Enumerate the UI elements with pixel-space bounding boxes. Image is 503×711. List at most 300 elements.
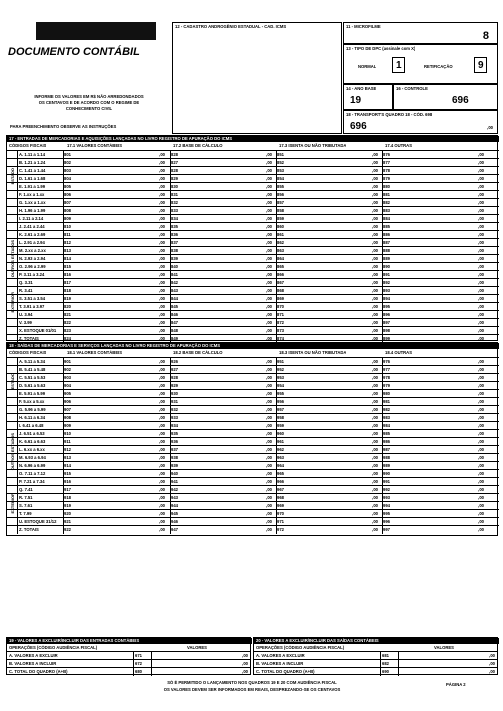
value-field[interactable]: [396, 199, 484, 206]
value-field[interactable]: [77, 422, 165, 429]
value-field[interactable]: [290, 486, 378, 493]
value-field[interactable]: [290, 271, 378, 278]
box-11-value: 8: [482, 30, 489, 42]
value-field[interactable]: [290, 390, 378, 397]
value-field[interactable]: [184, 207, 272, 214]
value-field[interactable]: [396, 454, 484, 461]
table-row: [7, 461, 499, 469]
section-20-h2: VALORES: [434, 645, 454, 650]
value-field[interactable]: [290, 191, 378, 198]
value-field[interactable]: [77, 223, 165, 230]
value-field[interactable]: [290, 303, 378, 310]
value-field[interactable]: [77, 486, 165, 493]
value-field[interactable]: [184, 231, 272, 238]
unit-suffix: ,00: [372, 431, 378, 436]
unit-suffix: ,00: [266, 296, 272, 301]
unit-suffix: ,00: [266, 527, 272, 532]
value-field[interactable]: [184, 454, 272, 461]
value-field[interactable]: [290, 494, 378, 501]
value-field[interactable]: [184, 478, 272, 485]
value-field[interactable]: [396, 263, 484, 270]
value-field[interactable]: [290, 183, 378, 190]
section-17-col-outras: 17.4 OUTRAS: [385, 143, 412, 148]
value-field[interactable]: [77, 247, 165, 254]
unit-suffix: ,00: [266, 224, 272, 229]
code-c4: 991: [383, 479, 390, 484]
value-field[interactable]: [396, 327, 484, 334]
box-11-microfilme[interactable]: [343, 22, 498, 44]
unit-suffix: ,00: [266, 367, 272, 372]
unit-suffix: ,00: [159, 280, 165, 285]
value-field[interactable]: [77, 526, 165, 533]
value-field[interactable]: [77, 263, 165, 270]
column-divider: [382, 526, 383, 534]
value-field[interactable]: [396, 255, 484, 262]
value-field[interactable]: [184, 470, 272, 477]
value-field[interactable]: [77, 191, 165, 198]
value-field[interactable]: [184, 239, 272, 246]
value-field[interactable]: [77, 327, 165, 334]
value-field[interactable]: [396, 494, 484, 501]
value-field[interactable]: [290, 430, 378, 437]
code-c3: 853: [277, 168, 284, 173]
value-field[interactable]: [77, 279, 165, 286]
code-c4: 882: [383, 200, 390, 205]
value-field[interactable]: [184, 175, 272, 182]
unit-suffix: ,00: [372, 200, 378, 205]
value-field[interactable]: [77, 390, 165, 397]
code-c2: 838: [171, 248, 178, 253]
value-field[interactable]: [290, 231, 378, 238]
code-c3: 968: [277, 495, 284, 500]
value-field[interactable]: [77, 366, 165, 373]
code-c3: 954: [277, 383, 284, 388]
unit-suffix: ,00: [372, 407, 378, 412]
code-c1: 818: [64, 288, 71, 293]
value-field[interactable]: [290, 255, 378, 262]
logo-block: [36, 22, 156, 40]
code-c2: 835: [171, 224, 178, 229]
value-field[interactable]: [77, 494, 165, 501]
value-field[interactable]: [290, 287, 378, 294]
value-field[interactable]: [396, 430, 484, 437]
unit-suffix: ,00: [372, 439, 378, 444]
code-c1: 913: [64, 455, 71, 460]
table-row: [7, 262, 499, 270]
code-c3: 864: [277, 256, 284, 261]
code-c2: 935: [171, 431, 178, 436]
value-field[interactable]: [396, 526, 484, 533]
code-c2: 926: [171, 359, 178, 364]
unit-suffix: ,00: [478, 383, 484, 388]
value-field[interactable]: [396, 510, 484, 517]
code-c4: 896: [383, 312, 390, 317]
value-field[interactable]: [290, 279, 378, 286]
value-field[interactable]: [184, 287, 272, 294]
table-row: [7, 667, 250, 675]
row-label: C. TOTAL DO QUADRO (A+B): [256, 669, 315, 674]
value-field[interactable]: [77, 430, 165, 437]
value-field[interactable]: [184, 263, 272, 270]
value-field[interactable]: [396, 151, 484, 158]
value-field[interactable]: [184, 486, 272, 493]
value-field[interactable]: [396, 303, 484, 310]
table-row: [7, 254, 499, 262]
code-c4: 987: [383, 447, 390, 452]
code-c3: 963: [277, 455, 284, 460]
value-field[interactable]: [184, 398, 272, 405]
code-c4: 993: [383, 495, 390, 500]
unit-suffix: ,00: [159, 208, 165, 213]
value-field[interactable]: [77, 502, 165, 509]
value-field[interactable]: [184, 438, 272, 445]
value-field[interactable]: [77, 271, 165, 278]
value-field[interactable]: [290, 263, 378, 270]
value-field[interactable]: [77, 319, 165, 326]
unit-suffix: ,00: [266, 184, 272, 189]
value-field[interactable]: [184, 183, 272, 190]
value-field[interactable]: [77, 159, 165, 166]
value-field[interactable]: [77, 406, 165, 413]
value-field[interactable]: [290, 207, 378, 214]
table-row: [7, 270, 499, 278]
unit-suffix: ,00: [372, 527, 378, 532]
value-field[interactable]: [184, 494, 272, 501]
value-field[interactable]: [77, 287, 165, 294]
value-field[interactable]: [290, 382, 378, 389]
code-c3: 868: [277, 288, 284, 293]
value-field[interactable]: [396, 446, 484, 453]
unit-suffix: ,00: [372, 391, 378, 396]
value-field[interactable]: [396, 319, 484, 326]
row-label: P. 3.11 a 3.24: [19, 272, 45, 277]
section-19-h2: VALORES: [187, 645, 207, 650]
unit-suffix: ,00: [478, 471, 484, 476]
unit-suffix: ,00: [478, 503, 484, 508]
value-field[interactable]: [290, 470, 378, 477]
value-field[interactable]: [396, 231, 484, 238]
value-field[interactable]: [396, 223, 484, 230]
unit-suffix: ,00: [489, 669, 495, 674]
value-field[interactable]: [399, 668, 495, 675]
value-field[interactable]: [290, 414, 378, 421]
value-field[interactable]: [399, 652, 495, 659]
value-field[interactable]: [184, 446, 272, 453]
value-field[interactable]: [184, 518, 272, 525]
value-field[interactable]: [290, 295, 378, 302]
value-field[interactable]: [396, 406, 484, 413]
value-field[interactable]: [396, 374, 484, 381]
value-field[interactable]: [184, 303, 272, 310]
code-c3: 867: [277, 280, 284, 285]
box-14-label: 14 - ANO BASE: [346, 86, 377, 91]
value-field[interactable]: [290, 247, 378, 254]
value-field[interactable]: [290, 327, 378, 334]
value-field[interactable]: [184, 215, 272, 222]
value-field[interactable]: [290, 366, 378, 373]
value-field[interactable]: [184, 159, 272, 166]
value-field[interactable]: [396, 518, 484, 525]
value-field[interactable]: [290, 175, 378, 182]
table-row: [7, 357, 499, 365]
value-field[interactable]: [184, 319, 272, 326]
value-field[interactable]: [290, 199, 378, 206]
code-c2: 837: [171, 240, 178, 245]
value-field[interactable]: [290, 374, 378, 381]
value-field[interactable]: [396, 462, 484, 469]
code-c1: 819: [64, 296, 71, 301]
value-field[interactable]: [77, 239, 165, 246]
value-field[interactable]: [184, 526, 272, 533]
code-c1: 922: [64, 527, 71, 532]
value-field[interactable]: [77, 311, 165, 318]
unit-suffix: ,00: [372, 184, 378, 189]
row-label: A. 5.11 a 5.34: [19, 359, 46, 364]
value-field[interactable]: [396, 390, 484, 397]
box-12-label: 12 - CADASTRO ANDROGÊNIO ESTADUAL - CAD. ICMS: [175, 24, 287, 29]
value-field[interactable]: [396, 311, 484, 318]
code-c2: 941: [171, 479, 178, 484]
section-17-entradas: [6, 135, 498, 341]
value-field[interactable]: [290, 151, 378, 158]
section-18-col-isenta: 18.3 ISENTA OU NÃO TRIBUTADA: [279, 350, 347, 355]
header-instructions: PARA PREENCHIMENTO OBSERVE AS INSTRUÇÕES: [10, 124, 117, 129]
value-field[interactable]: [396, 335, 484, 342]
value-field[interactable]: [77, 510, 165, 517]
value-field[interactable]: [184, 414, 272, 421]
normal-checkbox[interactable]: [392, 57, 405, 73]
value-field[interactable]: [396, 159, 484, 166]
table-row: [7, 150, 499, 158]
value-field[interactable]: [290, 462, 378, 469]
value-field[interactable]: [290, 215, 378, 222]
value-field[interactable]: [396, 167, 484, 174]
value-field[interactable]: [396, 486, 484, 493]
value-field[interactable]: [77, 207, 165, 214]
value-field[interactable]: [77, 335, 165, 342]
value-field[interactable]: [396, 175, 484, 182]
value-field[interactable]: [290, 358, 378, 365]
box-18-unit: ,00: [487, 125, 493, 130]
value-field[interactable]: [184, 390, 272, 397]
unit-suffix: ,00: [159, 336, 165, 341]
section-18-group-estado: ESTADO: [10, 373, 15, 390]
value-field[interactable]: [290, 454, 378, 461]
table-row: [254, 659, 497, 667]
value-field[interactable]: [290, 167, 378, 174]
value-field[interactable]: [396, 366, 484, 373]
unit-suffix: ,00: [372, 160, 378, 165]
value-field[interactable]: [77, 167, 165, 174]
value-field[interactable]: [184, 358, 272, 365]
value-field[interactable]: [77, 414, 165, 421]
table-row: [7, 230, 499, 238]
value-field[interactable]: [184, 191, 272, 198]
value-field[interactable]: [184, 382, 272, 389]
value-field[interactable]: [184, 430, 272, 437]
value-field[interactable]: [396, 470, 484, 477]
value-field[interactable]: [396, 502, 484, 509]
code-c4: 889: [383, 256, 390, 261]
value-field[interactable]: [77, 303, 165, 310]
value-field[interactable]: [77, 295, 165, 302]
value-field[interactable]: [290, 239, 378, 246]
box-16-controle[interactable]: [393, 84, 498, 110]
box-14-ano-base[interactable]: [343, 84, 393, 110]
code-c3: 966: [277, 479, 284, 484]
value-field[interactable]: [396, 398, 484, 405]
value-field[interactable]: [184, 406, 272, 413]
value-field[interactable]: [290, 335, 378, 342]
value-field[interactable]: [396, 358, 484, 365]
value-field[interactable]: [184, 335, 272, 342]
value-field[interactable]: [184, 374, 272, 381]
value-field[interactable]: [290, 478, 378, 485]
value-field[interactable]: [396, 295, 484, 302]
value-field[interactable]: [290, 446, 378, 453]
value-field[interactable]: [77, 358, 165, 365]
code-c3: 961: [277, 439, 284, 444]
code-c2: 928: [171, 375, 178, 380]
value-field[interactable]: [77, 183, 165, 190]
unit-suffix: ,00: [372, 296, 378, 301]
value-field[interactable]: [77, 398, 165, 405]
value-field[interactable]: [152, 660, 248, 667]
value-field[interactable]: [77, 518, 165, 525]
value-field[interactable]: [290, 223, 378, 230]
value-field[interactable]: [396, 239, 484, 246]
value-field[interactable]: [184, 502, 272, 509]
value-field[interactable]: [77, 151, 165, 158]
unit-suffix: ,00: [242, 653, 248, 658]
value-field[interactable]: [396, 287, 484, 294]
value-field[interactable]: [77, 478, 165, 485]
value-field[interactable]: [290, 311, 378, 318]
value-field[interactable]: [290, 518, 378, 525]
code-c3: 858: [277, 208, 284, 213]
box-18-transport[interactable]: [343, 110, 498, 134]
value-field[interactable]: [77, 446, 165, 453]
unit-suffix: ,00: [372, 240, 378, 245]
value-field[interactable]: [290, 510, 378, 517]
retificacao-checkbox[interactable]: [474, 57, 487, 73]
value-field[interactable]: [77, 462, 165, 469]
value-field[interactable]: [77, 175, 165, 182]
value-field[interactable]: [396, 271, 484, 278]
value-field[interactable]: [396, 279, 484, 286]
value-field[interactable]: [77, 374, 165, 381]
value-field[interactable]: [290, 398, 378, 405]
value-field[interactable]: [77, 382, 165, 389]
value-field[interactable]: [396, 414, 484, 421]
box-12-cad-icms[interactable]: [172, 22, 342, 134]
value-field[interactable]: [77, 438, 165, 445]
value-field[interactable]: [184, 327, 272, 334]
value-field[interactable]: [184, 271, 272, 278]
value-field[interactable]: [396, 191, 484, 198]
code-c3: 855: [277, 184, 284, 189]
value-field[interactable]: [77, 199, 165, 206]
unit-suffix: ,00: [478, 447, 484, 452]
code-c2: 931: [171, 399, 178, 404]
value-field[interactable]: [396, 215, 484, 222]
value-field[interactable]: [290, 319, 378, 326]
column-divider: [276, 526, 277, 534]
code-c1: 909: [64, 423, 71, 428]
value-field[interactable]: [77, 454, 165, 461]
value-field[interactable]: [77, 215, 165, 222]
unit-suffix: ,00: [159, 152, 165, 157]
table-row: [7, 206, 499, 214]
value-field[interactable]: [184, 247, 272, 254]
column-divider: [380, 668, 381, 676]
value-field[interactable]: [396, 478, 484, 485]
column-divider: [133, 668, 134, 676]
value-field[interactable]: [290, 422, 378, 429]
value-field[interactable]: [184, 167, 272, 174]
unit-suffix: ,00: [489, 653, 495, 658]
code-c2: 840: [171, 264, 178, 269]
value-field[interactable]: [396, 438, 484, 445]
code-c1: 820: [64, 304, 71, 309]
code-c1: 910: [64, 431, 71, 436]
value-field[interactable]: [396, 422, 484, 429]
value-field[interactable]: [290, 502, 378, 509]
value-field[interactable]: [184, 510, 272, 517]
value-field[interactable]: [184, 223, 272, 230]
unit-suffix: ,00: [478, 248, 484, 253]
value-field[interactable]: [290, 159, 378, 166]
value-field[interactable]: [77, 470, 165, 477]
row-label: D. 5.61 a 5.63: [19, 383, 46, 388]
value-field[interactable]: [184, 462, 272, 469]
code-c1: 821: [64, 312, 71, 317]
value-field[interactable]: [396, 247, 484, 254]
value-field[interactable]: [396, 183, 484, 190]
value-field[interactable]: [184, 199, 272, 206]
row-label: H. 6.11 a 6.34: [19, 415, 46, 420]
unit-suffix: ,00: [159, 168, 165, 173]
value-field[interactable]: [184, 151, 272, 158]
value-field[interactable]: [290, 406, 378, 413]
unit-suffix: ,00: [159, 192, 165, 197]
value-field[interactable]: [77, 255, 165, 262]
table-row: [7, 166, 499, 174]
value-field[interactable]: [399, 660, 495, 667]
value-field[interactable]: [77, 231, 165, 238]
value-field[interactable]: [396, 207, 484, 214]
value-field[interactable]: [184, 366, 272, 373]
code-c3: 854: [277, 176, 284, 181]
unit-suffix: ,00: [478, 200, 484, 205]
value-field[interactable]: [184, 422, 272, 429]
code-c1: 919: [64, 503, 71, 508]
value-field[interactable]: [184, 311, 272, 318]
value-field[interactable]: [396, 382, 484, 389]
code-c1: 803: [64, 168, 71, 173]
value-field[interactable]: [184, 255, 272, 262]
column-divider: [398, 668, 399, 676]
box-11-label: 11 - MICROFILME: [346, 24, 381, 29]
value-field[interactable]: [184, 295, 272, 302]
value-field[interactable]: [152, 652, 248, 659]
row-label: B. 1.21 a 1.24: [19, 160, 46, 165]
value-field[interactable]: [290, 526, 378, 533]
value-field[interactable]: [152, 668, 248, 675]
value-field[interactable]: [184, 279, 272, 286]
value-field[interactable]: [290, 438, 378, 445]
table-row: [7, 651, 250, 659]
